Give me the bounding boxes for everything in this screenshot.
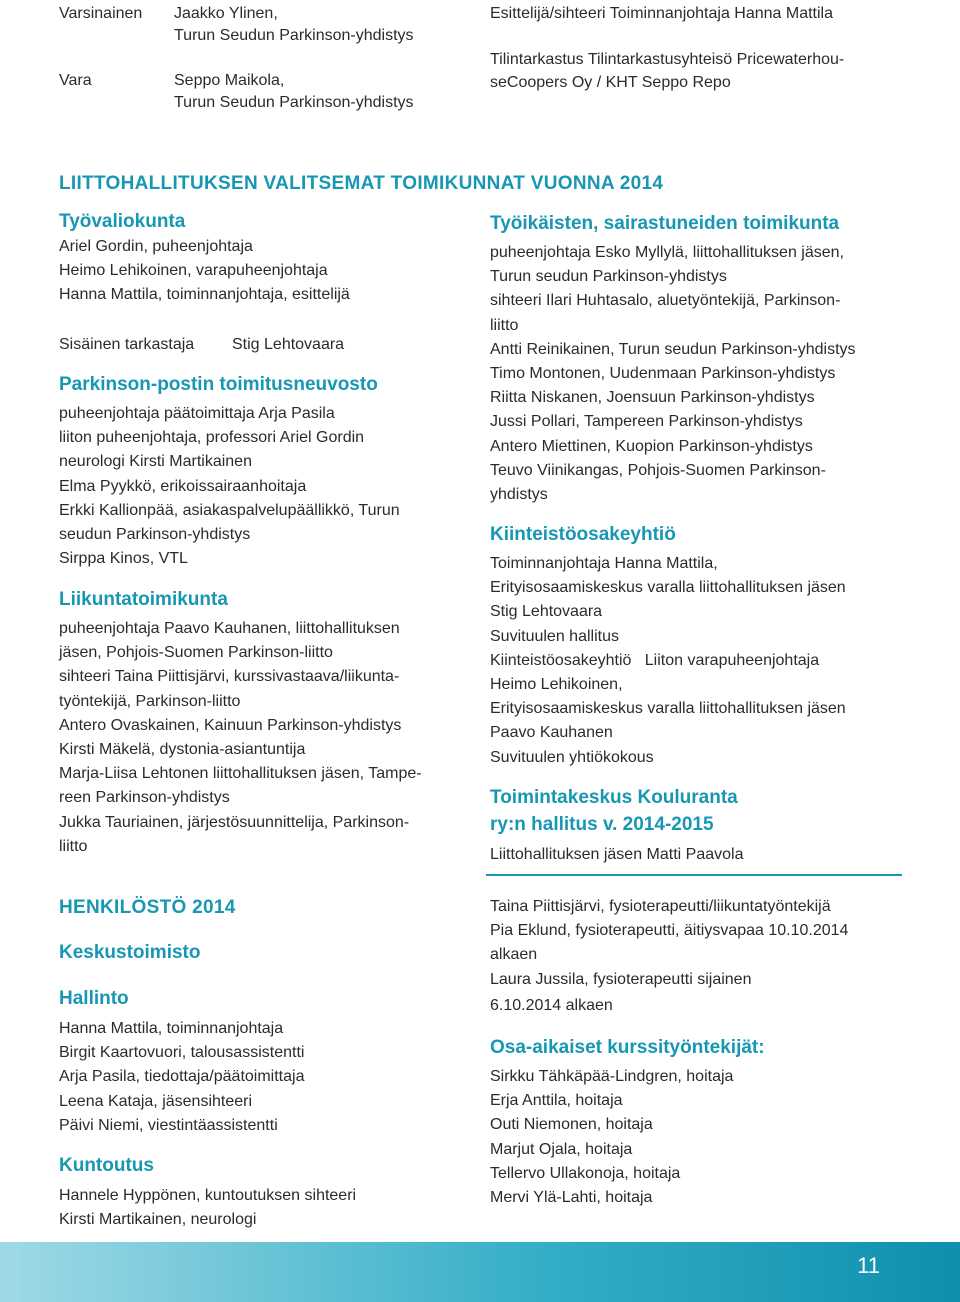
list-item: liiton puheenjohtaja, professori Ariel Gordin: [59, 429, 365, 447]
list-item: Arja Pasila, tiedottaja/päätoimittaja: [59, 1068, 305, 1086]
list-item: liitto: [490, 316, 519, 334]
list-item: Jukka Tauriainen, järjestösuunnittelija, Parkinson-: [59, 813, 410, 831]
list-item: jäsen, Pohjois-Suomen Parkinson-liitto: [59, 644, 333, 662]
list-item: Sirkku Tähkäpää-Lindgren, hoitaja: [490, 1068, 734, 1085]
list-item: Hanna Mattila, toiminnanjohtaja, esittelijä: [59, 286, 350, 304]
list-item: Laura Jussila, fysioterapeutti sijainen: [490, 970, 752, 988]
list-item: puheenjohtaja päätoimittaja Arja Pasila: [59, 405, 335, 422]
vara-label: Vara: [59, 72, 92, 89]
list-item: sihteeri Taina Piittisjärvi, kurssivastaava/liikunta-: [59, 668, 400, 686]
list-item: Marja-Liisa Lehtonen liittohallituksen jäsen, Tampe-: [59, 765, 422, 783]
liikuntatoimikunta-title: Liikuntatoimikunta: [59, 589, 228, 610]
list-item: Suvituulen hallitus: [490, 627, 619, 645]
parkinson-postin-list: [59, 402, 400, 571]
list-item: työntekijä, Parkinson-liitto: [59, 692, 241, 710]
list-item: puheenjohtaja Esko Myllylä, liittohallituksen jäsen,: [490, 244, 844, 261]
list-item: Taina Piittisjärvi, fysioterapeutti/liikuntatyöntekijä: [490, 898, 831, 915]
section-title: LIITTOHALLITUKSEN VALITSEMAT TOIMIKUNNAT VUONNA 2014: [59, 173, 664, 194]
secretary-line: Esittelijä/sihteeri Toiminnanjohtaja Hanna Mattila: [490, 5, 833, 22]
list-item: Heimo Lehikoinen,: [490, 676, 623, 694]
kuntoutus-list: [59, 1184, 356, 1232]
list-item: Kirsti Mäkelä, dystonia-asiantuntija: [59, 741, 306, 759]
list-item: Kiinteistöosakeyhtiö Liiton varapuheenjohtaja: [490, 651, 820, 669]
sisainen-value: Stig Lehtovaara: [232, 336, 345, 353]
varsinainen-line-1: Jaakko Ylinen,: [174, 5, 278, 22]
footer-band: [0, 1242, 960, 1302]
osa-aikaiset-title: Osa-aikaiset kurssityöntekijät:: [490, 1037, 765, 1058]
tyoikaisten-list: [490, 241, 856, 507]
vara-line-2: Turun Seudun Parkinson-yhdistys: [174, 94, 414, 111]
audit-line-1: Tilintarkastus Tilintarkastusyhteisö Pricewaterhou-: [490, 51, 845, 68]
list-item: Päivi Niemi, viestintäassistentti: [59, 1116, 278, 1134]
list-item: puheenjohtaja Paavo Kauhanen, liittohallituksen: [59, 620, 400, 637]
list-item: Hannele Hyppönen, kuntoutuksen sihteeri: [59, 1187, 357, 1204]
list-item: reen Parkinson-yhdistys: [59, 789, 230, 807]
list-item: Turun seudun Parkinson-yhdistys: [490, 268, 727, 286]
varsinainen-line-2: Turun Seudun Parkinson-yhdistys: [174, 27, 414, 44]
tyovaliokunta-list: [59, 235, 350, 308]
list-item: Outi Niemonen, hoitaja: [490, 1116, 653, 1134]
list-item: Liittohallituksen jäsen Matti Paavola: [490, 846, 744, 863]
list-item: Hanna Mattila, toiminnanjohtaja: [59, 1020, 284, 1037]
list-item: Riitta Niskanen, Joensuun Parkinson-yhdistys: [490, 389, 815, 407]
tyovaliokunta-title: Työvaliokunta: [59, 211, 186, 232]
list-item: Antti Reinikainen, Turun seudun Parkinson-yhdistys: [490, 340, 856, 358]
list-item: Toiminnanjohtaja Hanna Mattila,: [490, 555, 718, 572]
list-item: Heimo Lehikoinen, varapuheenjohtaja: [59, 262, 328, 280]
list-item: Erityisosaamiskeskus varalla liittohallituksen jäsen: [490, 579, 846, 597]
list-item: Antero Ovaskainen, Kainuun Parkinson-yhdistys: [59, 716, 402, 734]
list-item: liitto: [59, 837, 88, 855]
list-item: Stig Lehtovaara: [490, 603, 603, 621]
section-divider: [486, 874, 902, 876]
list-item: Paavo Kauhanen: [490, 724, 613, 742]
kiinteisto-list: [490, 552, 846, 770]
list-item: Marjut Ojala, hoitaja: [490, 1140, 633, 1158]
tyoikaisten-title: Työikäisten, sairastuneiden toimikunta: [490, 213, 840, 234]
list-item: Kirsti Martikainen, neurologi: [59, 1211, 257, 1229]
toimintakeskus-title-1: Toimintakeskus Kouluranta: [490, 787, 738, 808]
kuntoutus-title: Kuntoutus: [59, 1155, 154, 1176]
list-item: Timo Montonen, Uudenmaan Parkinson-yhdistys: [490, 365, 836, 383]
hallinto-title: Hallinto: [59, 988, 129, 1009]
list-item: Mervi Ylä-Lahti, hoitaja: [490, 1189, 653, 1207]
list-item: yhdistys: [490, 486, 548, 504]
osa-aikaiset-list: [490, 1065, 733, 1210]
varsinainen-label: Varsinainen: [59, 5, 143, 22]
keskustoimisto-title: Keskustoimisto: [59, 942, 201, 963]
audit-line-2: seCoopers Oy / KHT Seppo Repo: [490, 74, 731, 91]
list-item: Elma Pyykkö, erikoissairaanhoitaja: [59, 477, 307, 495]
toimintakeskus-list: [490, 843, 743, 867]
list-item: alkaen: [490, 946, 538, 964]
parkinson-postin-title: Parkinson-postin toimitusneuvosto: [59, 374, 378, 395]
list-item: seudun Parkinson-yhdistys: [59, 526, 251, 544]
list-item: 6.10.2014 alkaen: [490, 996, 613, 1014]
right-staff-list: [490, 895, 848, 1018]
list-item: Tellervo Ullakonoja, hoitaja: [490, 1164, 681, 1182]
list-item: Jussi Pollari, Tampereen Parkinson-yhdistys: [490, 413, 803, 431]
henkilosto-title: HENKILÖSTÖ 2014: [59, 897, 236, 918]
list-item: Teuvo Viinikangas, Pohjois-Suomen Parkinson-: [490, 461, 826, 479]
list-item: Pia Eklund, fysioterapeutti, äitiysvapaa 10.10.2014: [490, 922, 849, 940]
liikuntatoimikunta-list: [59, 617, 422, 859]
page-number: 11: [857, 1253, 880, 1278]
list-item: Birgit Kaartovuori, talousassistentti: [59, 1044, 305, 1062]
hallinto-list: [59, 1017, 304, 1138]
list-item: sihteeri Ilari Huhtasalo, aluetyöntekijä, Parkinson-: [490, 292, 841, 310]
kiinteisto-title: Kiinteistöosakeyhtiö: [490, 524, 676, 545]
list-item: Antero Miettinen, Kuopion Parkinson-yhdistys: [490, 437, 813, 455]
list-item: Erkki Kallionpää, asiakaspalvelupäällikkö, Turun: [59, 501, 400, 519]
list-item: Leena Kataja, jäsensihteeri: [59, 1092, 253, 1110]
list-item: Ariel Gordin, puheenjohtaja: [59, 238, 253, 255]
list-item: neurologi Kirsti Martikainen: [59, 453, 252, 471]
sisainen-label: Sisäinen tarkastaja: [59, 336, 195, 353]
list-item: Sirppa Kinos, VTL: [59, 550, 188, 568]
list-item: Erja Anttila, hoitaja: [490, 1092, 623, 1110]
toimintakeskus-title-2: ry:n hallitus v. 2014-2015: [490, 814, 714, 835]
vara-line-1: Seppo Maikola,: [174, 72, 285, 89]
list-item: Suvituulen yhtiökokous: [490, 748, 654, 766]
list-item: Erityisosaamiskeskus varalla liittohallituksen jäsen: [490, 700, 846, 718]
